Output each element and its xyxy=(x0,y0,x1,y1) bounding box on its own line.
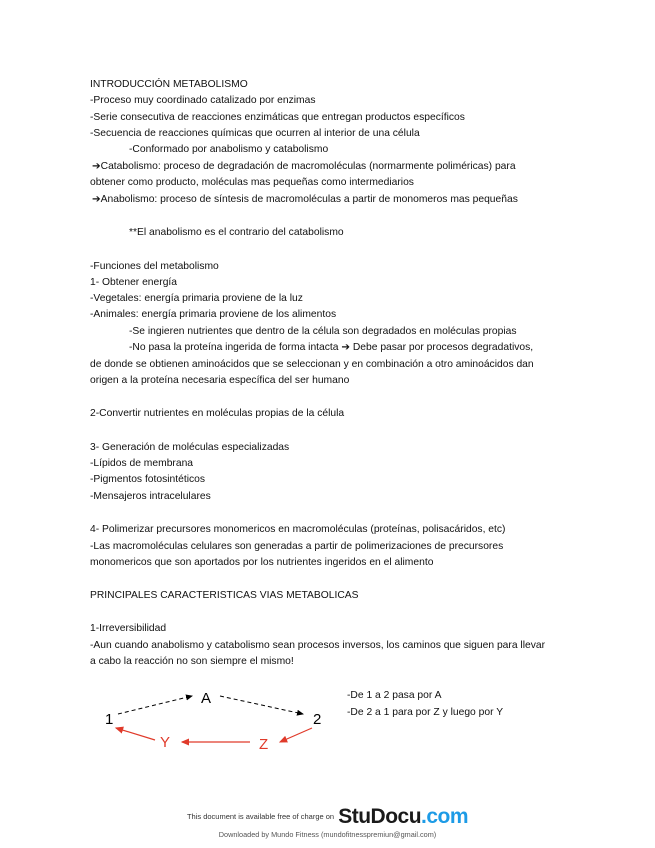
text-line: 3- Generación de moléculas especializadas xyxy=(90,442,290,453)
text-line: 4- Polimerizar precursores monomericos en macromoléculas (proteínas, polisacáridos, etc) xyxy=(90,524,506,535)
side-note: -De 2 a 1 para por Z y luego por Y xyxy=(347,707,504,718)
text-line: 1- Obtener energía xyxy=(90,277,178,288)
node-a: A xyxy=(201,690,212,707)
node-2: 2 xyxy=(313,711,322,728)
node-z: Z xyxy=(259,736,269,753)
text-line: -Animales: energía primaria proviene de los alimentos xyxy=(90,309,337,320)
text-line: ➔Anabolismo: proceso de síntesis de macromoléculas a partir de monomeros mas pequeñas xyxy=(92,194,518,205)
text-line: -Pigmentos fotosintéticos xyxy=(90,474,206,485)
text-line: a cabo la reacción no son siempre el mismo! xyxy=(90,656,294,667)
node-y: Y xyxy=(160,734,171,751)
text-line: de donde se obtienen aminoácidos que se seleccionan y en combinación a otro aminoácidos dan xyxy=(90,359,534,370)
studocu-logo[interactable] xyxy=(338,805,468,828)
section-title-caracteristicas: PRINCIPALES CARACTERISTICAS VIAS METABOLICAS xyxy=(90,590,359,601)
node-1: 1 xyxy=(105,711,114,728)
text-line: -Secuencia de reacciones químicas que ocurren al interior de una célula xyxy=(90,128,420,139)
text-line: **El anabolismo es el contrario del catabolismo xyxy=(129,227,344,238)
text-line: ➔Catabolismo: proceso de degradación de macromoléculas (normarmente poliméricas) para xyxy=(92,161,516,172)
text-line: -Lípidos de membrana xyxy=(90,458,194,469)
arrow-y-to-1 xyxy=(116,728,155,740)
text-line: -Serie consecutiva de reacciones enzimáticas que entregan productos específicos xyxy=(90,112,465,123)
pathway-diagram xyxy=(100,684,340,754)
footer-availability xyxy=(0,805,655,829)
text-line: origen a la proteína necesaria específica del ser humano xyxy=(90,375,350,386)
brand-main: StuDocu xyxy=(338,805,422,828)
brand-suffix: .com xyxy=(421,805,469,828)
arrow-1-to-a xyxy=(118,696,192,714)
arrow-a-to-2 xyxy=(220,696,303,714)
section-title-introduccion: INTRODUCCIÓN METABOLISMO xyxy=(90,79,248,90)
text-line: obtener como producto, moléculas mas pequeñas como intermediarios xyxy=(90,177,414,188)
text-line: -Proceso muy coordinado catalizado por enzimas xyxy=(90,95,316,106)
text-line: monomericos que son aportados por los nutrientes ingeridos en el alimento xyxy=(90,557,434,568)
footer-available-text: This document is available free of charge on xyxy=(186,812,335,821)
arrow-2-to-z xyxy=(280,728,312,742)
text-line: -No pasa la proteína ingerida de forma intacta ➔ Debe pasar por procesos degradativos, xyxy=(129,342,534,353)
side-note: -De 1 a 2 pasa por A xyxy=(347,690,442,701)
text-line: -Mensajeros intracelulares xyxy=(90,491,211,502)
text-line: -Las macromoléculas celulares son generadas a partir de polimerizaciones de precursores xyxy=(90,541,504,552)
text-line: -Conformado por anabolismo y catabolismo xyxy=(129,144,329,155)
footer-downloaded-by: Downloaded by Mundo Fitness (mundofitnesspremiun@gmail.com) xyxy=(218,830,437,839)
text-line: -Se ingieren nutrientes que dentro de la célula son degradados en moléculas propias xyxy=(129,326,517,337)
text-line: -Vegetales: energía primaria proviene de la luz xyxy=(90,293,303,304)
text-line: -Funciones del metabolismo xyxy=(90,261,219,272)
text-line: 1-Irreversibilidad xyxy=(90,623,167,634)
text-line: 2-Convertir nutrientes en moléculas propias de la célula xyxy=(90,408,345,419)
text-line: -Aun cuando anabolismo y catabolismo sean procesos inversos, los caminos que siguen para llevar xyxy=(90,640,546,651)
